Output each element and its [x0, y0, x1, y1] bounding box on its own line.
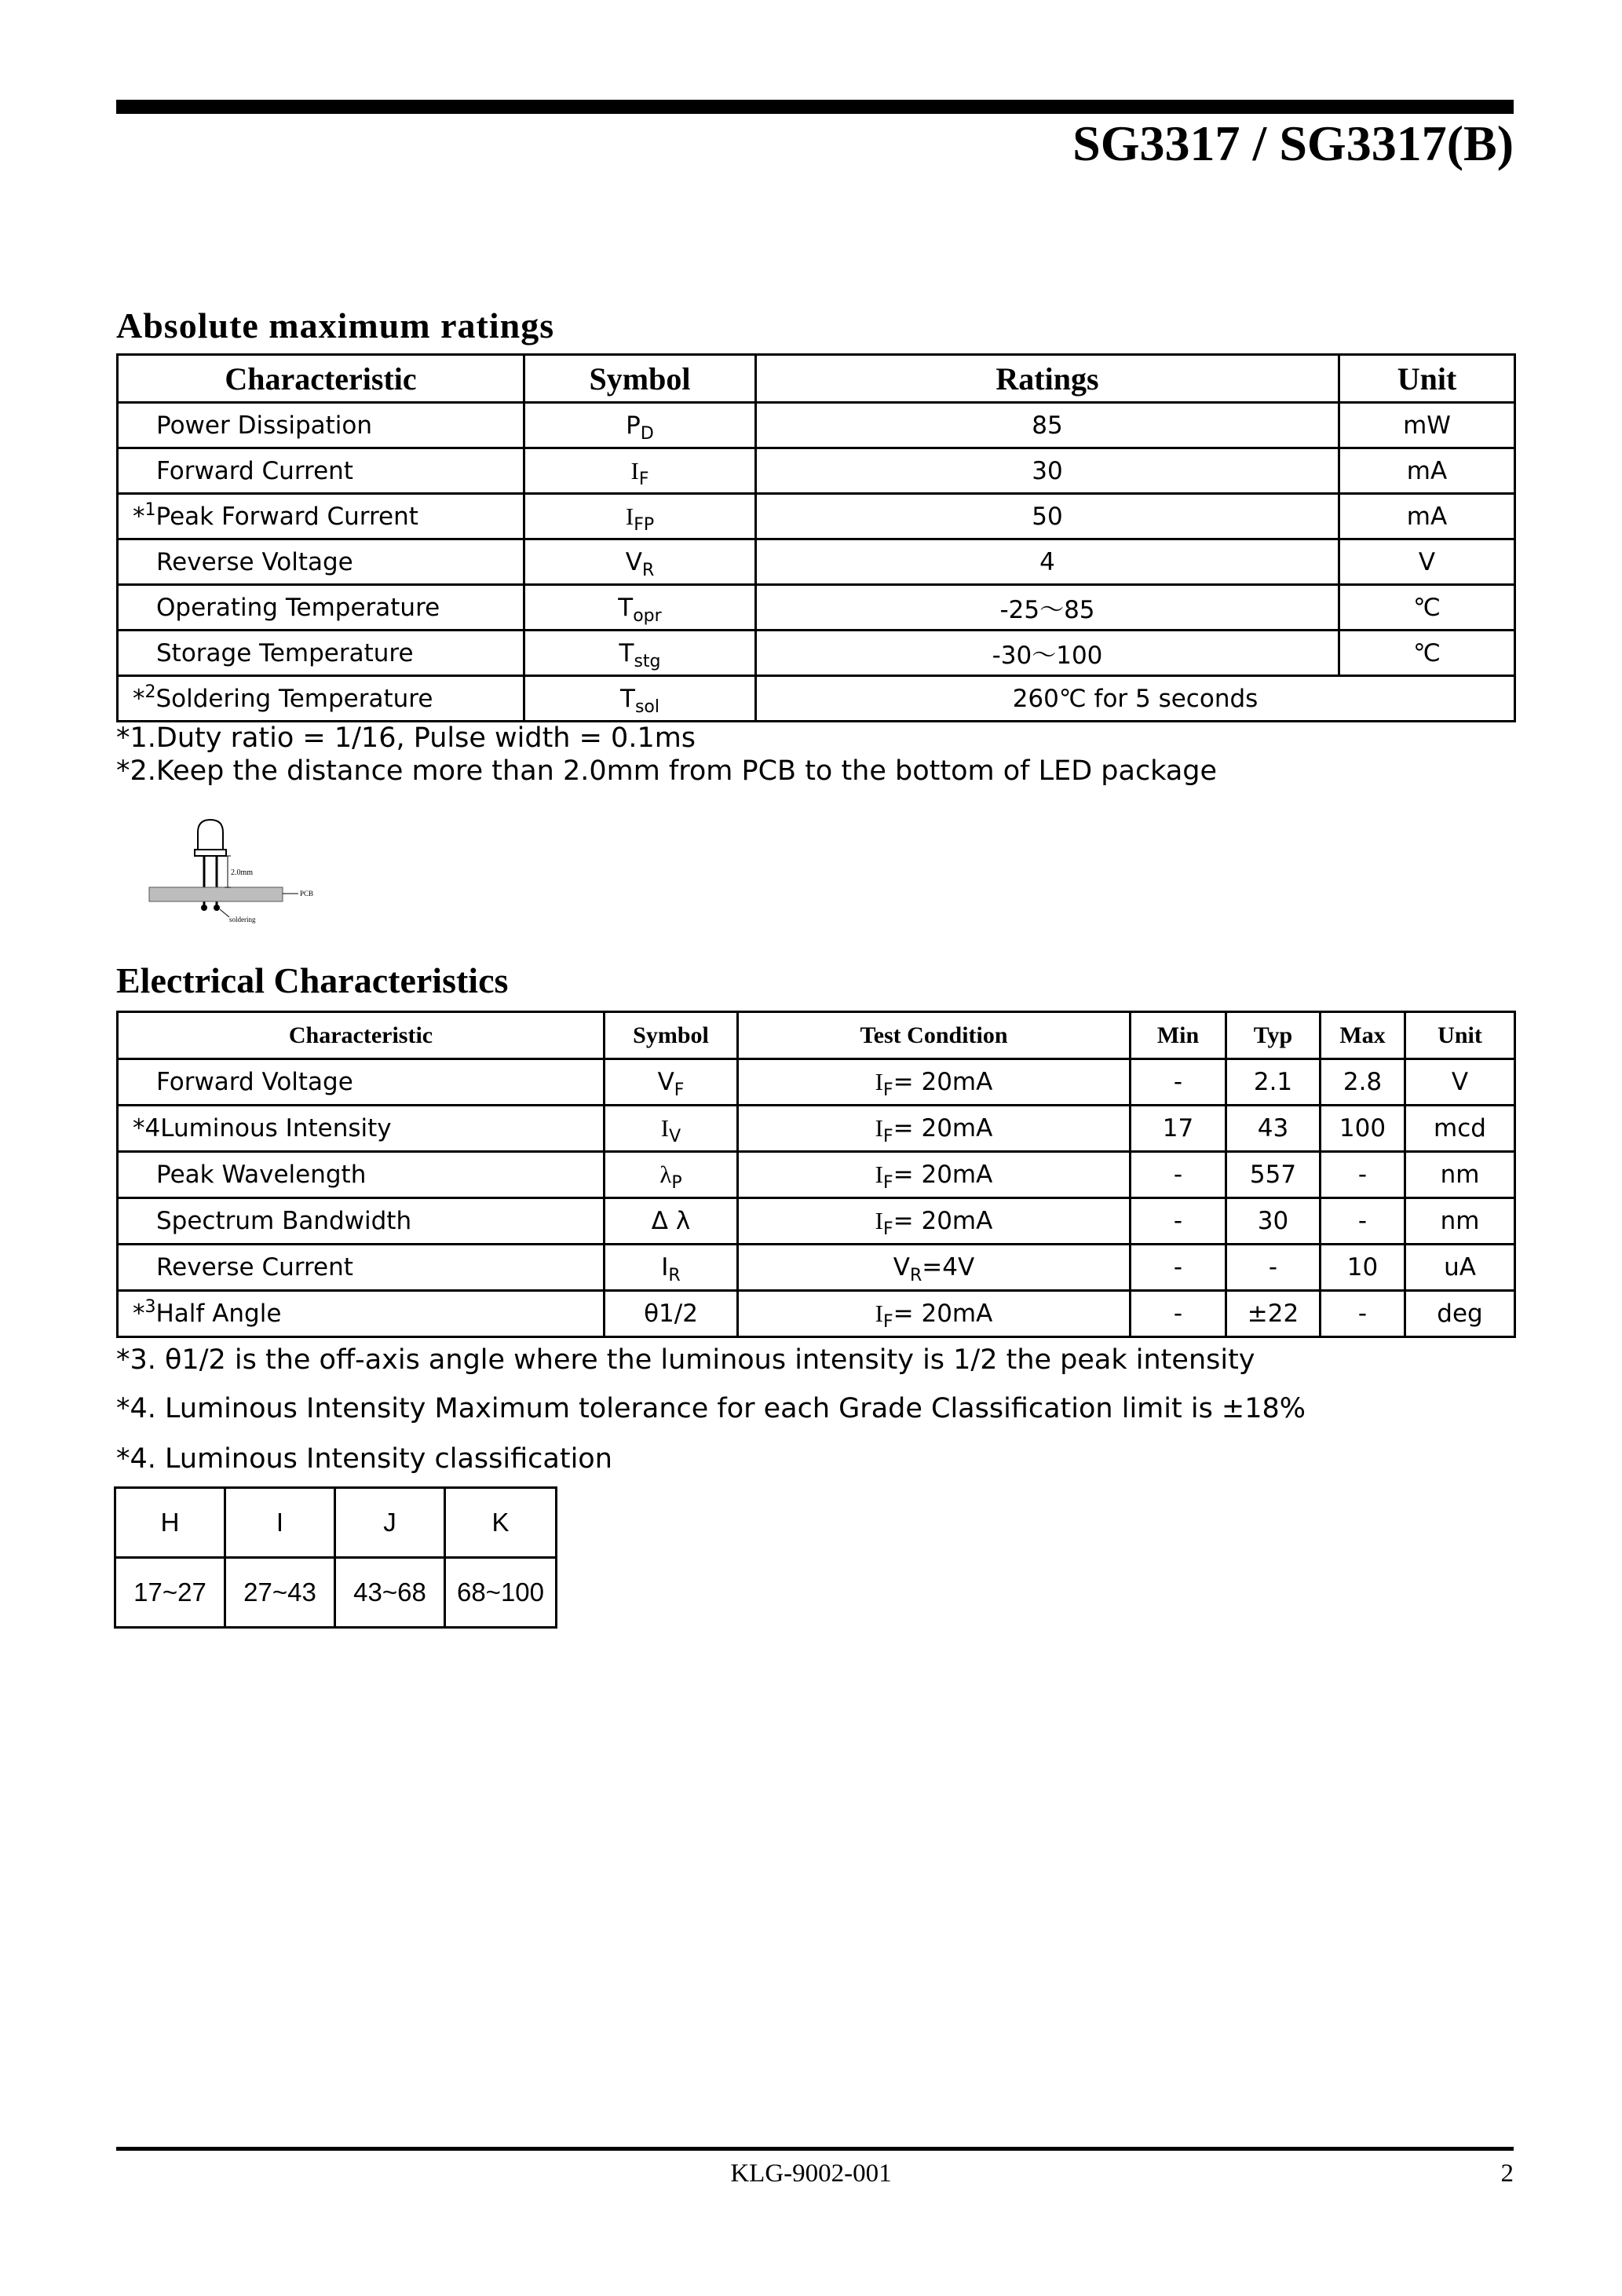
grade-cell: K — [445, 1488, 557, 1558]
column-header: Symbol — [605, 1012, 738, 1059]
symbol-cell: $T_{sol}$ — [524, 676, 756, 722]
max-cell: - — [1321, 1291, 1405, 1337]
characteristic-cell: *4Luminous Intensity — [118, 1106, 605, 1152]
footnote: *3. θ1/2 is the off-axis angle where the luminous intensity is 1/2 the peak intensity — [116, 1344, 1255, 1376]
dimension-label: 2.0mm — [231, 868, 254, 877]
condition-cell: $I_F= 20mA$ — [738, 1106, 1131, 1152]
condition-cell: $I_F= 20mA$ — [738, 1152, 1131, 1198]
table-row — [118, 1059, 1515, 1106]
table-row — [118, 403, 1515, 448]
max-cell: 10 — [1321, 1245, 1405, 1291]
soldering-label: soldering — [229, 916, 256, 923]
unit-cell: mA — [1339, 494, 1515, 539]
min-cell: - — [1131, 1245, 1226, 1291]
typ-cell: - — [1226, 1245, 1321, 1291]
unit-cell: V — [1339, 539, 1515, 585]
typ-cell: 30 — [1226, 1198, 1321, 1245]
footer-document-code: KLG-9002-001 — [730, 2159, 892, 2188]
unit-cell: uA — [1405, 1245, 1515, 1291]
symbol-cell: $\lambda_P$ — [605, 1152, 738, 1198]
table-row — [118, 585, 1515, 631]
typ-cell: 43 — [1226, 1106, 1321, 1152]
rating-cell: 85 — [756, 403, 1339, 448]
condition-cell: $V_R=4V$ — [738, 1245, 1131, 1291]
characteristic-cell: Peak Wavelength — [118, 1152, 605, 1198]
led-flange-shape — [195, 850, 226, 856]
characteristic-cell: Operating Temperature — [118, 585, 524, 631]
table-row — [118, 1291, 1515, 1337]
column-header: Max — [1321, 1012, 1405, 1059]
characteristic-cell: Forward Voltage — [118, 1059, 605, 1106]
unit-cell: ℃ — [1339, 631, 1515, 676]
symbol-cell: $T_{stg}$ — [524, 631, 756, 676]
table-row — [118, 676, 1515, 722]
pcb-board-shape — [149, 887, 283, 901]
characteristic-cell: Power Dissipation — [118, 403, 524, 448]
unit-cell: mW — [1339, 403, 1515, 448]
led-dome-shape — [198, 820, 223, 850]
table-row — [118, 494, 1515, 539]
column-header: Min — [1131, 1012, 1226, 1059]
max-cell: 2.8 — [1321, 1059, 1405, 1106]
grade-cell: I — [225, 1488, 335, 1558]
typ-cell: 557 — [1226, 1152, 1321, 1198]
characteristic-cell: Storage Temperature — [118, 631, 524, 676]
table-header-row — [118, 1012, 1515, 1059]
footnote-mark: *$^3$ — [133, 1297, 156, 1328]
symbol-cell: Δ λ — [605, 1198, 738, 1245]
table-row — [118, 1106, 1515, 1152]
max-cell: - — [1321, 1198, 1405, 1245]
table-row — [118, 1198, 1515, 1245]
rating-cell: 30 — [756, 448, 1339, 494]
min-cell: 17 — [1131, 1106, 1226, 1152]
grade-cell: H — [115, 1488, 225, 1558]
absolute-max-heading: Absolute maximum ratings — [116, 305, 555, 345]
table-row — [118, 539, 1515, 585]
unit-cell: nm — [1405, 1152, 1515, 1198]
rating-cell: 260℃ for 5 seconds — [756, 676, 1515, 722]
condition-cell: $I_F= 20mA$ — [738, 1198, 1131, 1245]
min-cell: - — [1131, 1059, 1226, 1106]
footnote: *4. Luminous Intensity classification — [116, 1443, 612, 1475]
min-cell: - — [1131, 1198, 1226, 1245]
symbol-cell: $I_V$ — [605, 1106, 738, 1152]
column-header: Unit — [1339, 355, 1515, 403]
solder-joint-shape — [201, 905, 207, 911]
electrical-table — [116, 1011, 1516, 1338]
characteristic-cell: Reverse Voltage — [118, 539, 524, 585]
table-row — [118, 1152, 1515, 1198]
page-number: 2 — [1500, 2159, 1514, 2188]
rating-cell: -25～85 — [756, 585, 1339, 631]
symbol-cell: θ1/2 — [605, 1291, 738, 1337]
typ-cell: 2.1 — [1226, 1059, 1321, 1106]
max-cell: - — [1321, 1152, 1405, 1198]
typ-cell: ±22 — [1226, 1291, 1321, 1337]
range-row — [115, 1558, 557, 1628]
min-cell: - — [1131, 1291, 1226, 1337]
unit-cell: nm — [1405, 1198, 1515, 1245]
grade-cell: J — [335, 1488, 445, 1558]
pcb-mounting-diagram — [141, 817, 330, 927]
solder-joint-shape — [214, 905, 220, 911]
grade-row — [115, 1488, 557, 1558]
column-header: Characteristic — [118, 355, 524, 403]
symbol-cell: $V_F$ — [605, 1059, 738, 1106]
symbol-cell: $P_D$ — [524, 403, 756, 448]
condition-cell: $I_F= 20mA$ — [738, 1059, 1131, 1106]
classification-table — [114, 1486, 557, 1629]
symbol-cell: $I_R$ — [605, 1245, 738, 1291]
symbol-cell: $V_R$ — [524, 539, 756, 585]
column-header: Unit — [1405, 1012, 1515, 1059]
footnote: *2.Keep the distance more than 2.0mm from PCB to the bottom of LED package — [116, 755, 1218, 787]
table-row — [118, 1245, 1515, 1291]
column-header: Ratings — [756, 355, 1339, 403]
characteristic-cell: *$^1$Peak Forward Current — [118, 494, 524, 539]
unit-cell: deg — [1405, 1291, 1515, 1337]
rating-cell: 4 — [756, 539, 1339, 585]
symbol-cell: $T_{opr}$ — [524, 585, 756, 631]
range-cell: 17~27 — [115, 1558, 225, 1628]
column-header: Characteristic — [118, 1012, 605, 1059]
symbol-cell: $I_{FP}$ — [524, 494, 756, 539]
range-cell: 27~43 — [225, 1558, 335, 1628]
document-title: SG3317 / SG3317(B) — [1072, 115, 1514, 171]
top-rule — [116, 100, 1514, 114]
min-cell: - — [1131, 1152, 1226, 1198]
column-header: Test Condition — [738, 1012, 1131, 1059]
footnote-mark: *$^2$ — [133, 682, 156, 713]
symbol-cell: $I_F$ — [524, 448, 756, 494]
unit-cell: mA — [1339, 448, 1515, 494]
rating-cell: -30～100 — [756, 631, 1339, 676]
table-row — [118, 631, 1515, 676]
unit-cell: ℃ — [1339, 585, 1515, 631]
characteristic-cell: Forward Current — [118, 448, 524, 494]
table-row — [118, 448, 1515, 494]
column-header: Typ — [1226, 1012, 1321, 1059]
electrical-heading: Electrical Characteristics — [116, 960, 509, 1000]
condition-cell: $I_F= 20mA$ — [738, 1291, 1131, 1337]
unit-cell: mcd — [1405, 1106, 1515, 1152]
range-cell: 68~100 — [445, 1558, 557, 1628]
table-header-row — [118, 355, 1515, 403]
solder-pointer-line — [220, 909, 229, 917]
characteristic-cell: Spectrum Bandwidth — [118, 1198, 605, 1245]
max-cell: 100 — [1321, 1106, 1405, 1152]
footnote: *4. Luminous Intensity Maximum tolerance for each Grade Classification limit is ±18% — [116, 1393, 1306, 1424]
rating-cell: 50 — [756, 494, 1339, 539]
footnote-mark: *$^1$ — [133, 499, 156, 531]
pcb-label: PCB — [300, 890, 314, 898]
range-cell: 43~68 — [335, 1558, 445, 1628]
absolute-max-table — [116, 353, 1516, 722]
characteristic-cell: *$^3$Half Angle — [118, 1291, 605, 1337]
column-header: Symbol — [524, 355, 756, 403]
footnote: *1.Duty ratio = 1/16, Pulse width = 0.1ms — [116, 722, 696, 754]
characteristic-cell: *$^2$Soldering Temperature — [118, 676, 524, 722]
bottom-rule — [116, 2147, 1514, 2151]
characteristic-cell: Reverse Current — [118, 1245, 605, 1291]
unit-cell: V — [1405, 1059, 1515, 1106]
